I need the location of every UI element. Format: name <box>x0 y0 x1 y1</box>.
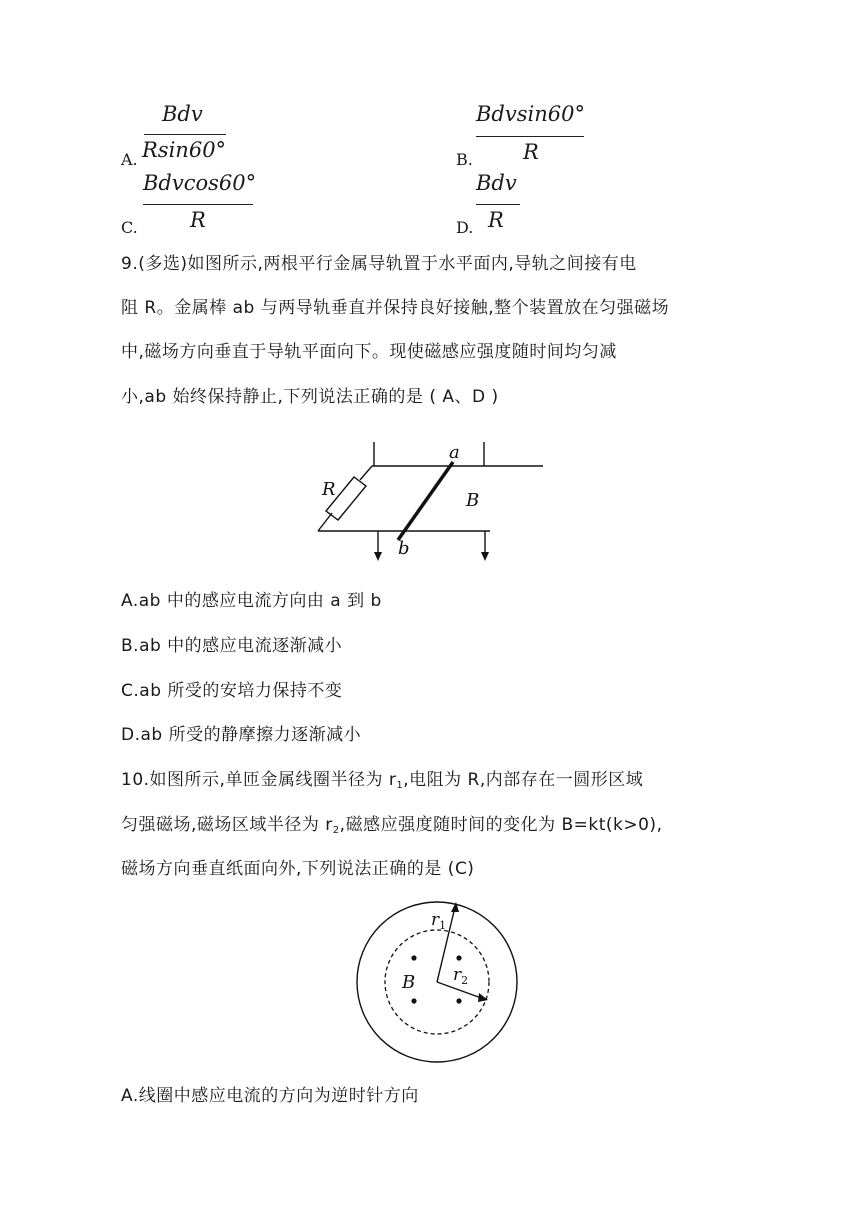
resistor-wire-top <box>360 466 372 480</box>
label-field-b: B <box>402 972 416 993</box>
option-b-label: B. <box>456 150 473 169</box>
label-r2: $r_2$ <box>453 965 469 987</box>
fraction-bar <box>143 204 253 205</box>
resistor-wire-bottom <box>318 513 332 531</box>
q10-line-1 <box>121 769 643 797</box>
option-a-denominator: Rsin60° <box>142 138 227 162</box>
fraction-bar <box>476 204 520 205</box>
q10-line-2-sub: 2 <box>332 825 340 836</box>
option-a-label: A. <box>121 150 138 169</box>
label-a: a <box>449 442 460 463</box>
option-d-numerator: Bdv <box>476 171 517 195</box>
q10-line-2 <box>121 814 662 842</box>
q10-line-1-text-b: ,电阻为 R,内部存在一圆形区域 <box>403 770 644 790</box>
q10-line-2-text-a: 匀强磁场,磁场区域半径为 r <box>121 815 333 835</box>
option-c-denominator: R <box>190 208 206 232</box>
metal-rod-ab <box>398 462 453 540</box>
field-dot <box>456 998 461 1003</box>
q10-line-1-sub: 1 <box>396 780 404 791</box>
option-b-denominator: R <box>523 140 539 164</box>
label-r1: $r_1$ <box>431 910 447 932</box>
option-d-label: D. <box>456 218 474 237</box>
option-b-numerator: Bdvsin60° <box>476 102 585 126</box>
option-c-numerator: Bdvcos60° <box>143 171 257 195</box>
fraction-bar <box>144 134 226 135</box>
arrow-down-icon <box>481 552 489 561</box>
q10-option-a: A.线圈中感应电流的方向为逆时针方向 <box>121 1086 419 1106</box>
q10-coil-figure <box>350 895 525 1070</box>
label-field-b: B <box>466 490 480 511</box>
field-dot <box>456 955 461 960</box>
q9-option-d: D.ab 所受的静摩擦力逐渐减小 <box>121 725 362 745</box>
q9-option-a: A.ab 中的感应电流方向由 a 到 b <box>121 591 382 611</box>
q9-line-2: 阻 R。金属棒 ab 与两导轨垂直并保持良好接触,整个装置放在匀强磁场 <box>121 298 670 318</box>
q9-circuit-figure <box>300 436 560 566</box>
field-dot <box>411 955 416 960</box>
option-a-numerator: Bdv <box>162 102 203 126</box>
q9-option-c: C.ab 所受的安培力保持不变 <box>121 681 343 701</box>
label-r: R <box>322 479 336 500</box>
label-b: b <box>398 538 410 559</box>
fraction-bar <box>476 136 584 137</box>
q10-line-2-text-b: ,磁感应强度随时间的变化为 B=kt(k>0), <box>339 815 663 835</box>
q9-line-3: 中,磁场方向垂直于导轨平面向下。现使磁感应强度随时间均匀减 <box>121 342 617 362</box>
q10-line-3: 磁场方向垂直纸面向外,下列说法正确的是 (C) <box>121 859 475 879</box>
option-c-label: C. <box>121 218 138 237</box>
q9-line-1: 9.(多选)如图所示,两根平行金属导轨置于水平面内,导轨之间接有电 <box>121 254 637 274</box>
q9-option-b: B.ab 中的感应电流逐渐减小 <box>121 636 343 656</box>
field-dot <box>411 998 416 1003</box>
q10-line-1-text-a: 10.如图所示,单匝金属线圈半径为 r <box>121 770 397 790</box>
arrow-down-icon <box>374 552 382 561</box>
q9-line-4: 小,ab 始终保持静止,下列说法正确的是 ( A、D ) <box>121 387 499 407</box>
option-d-denominator: R <box>488 208 504 232</box>
